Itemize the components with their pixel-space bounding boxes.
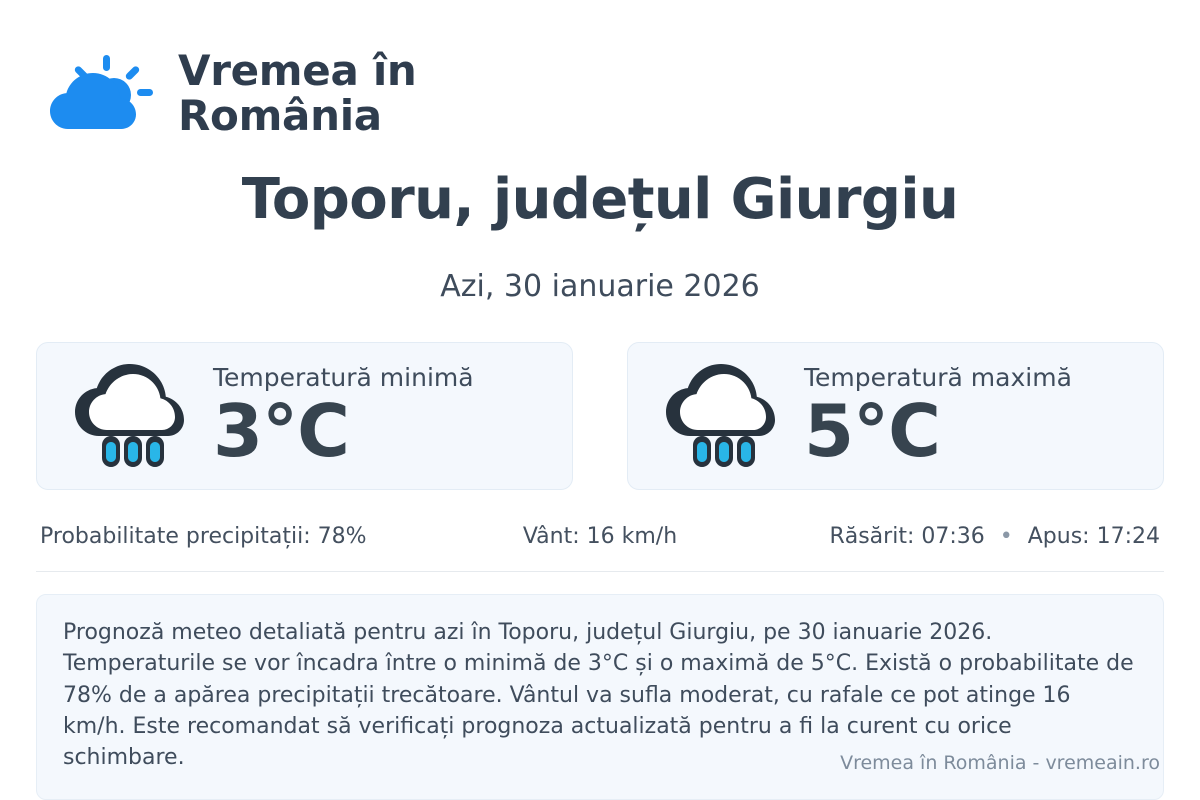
stat-sunset: Apus: 17:24 (1027, 524, 1160, 550)
rain-cloud-icon (654, 360, 784, 472)
footer-text: Vremea în România - vremeain.ro (840, 752, 1160, 774)
brand-header (36, 0, 1164, 139)
page-date: Azi, 30 ianuarie 2026 (440, 269, 760, 305)
brand-name (178, 48, 417, 139)
sun-cloud-icon (40, 51, 156, 135)
stats-row (36, 524, 1164, 572)
rain-cloud-icon (63, 360, 193, 472)
stat-sunrise: Răsărit: 07:36 (829, 524, 985, 550)
stat-precipitation: Probabilitate precipitații: 78% (40, 524, 367, 550)
card-max-value: 5°C (804, 388, 940, 473)
stat-separator: • (999, 524, 1013, 550)
card-min-temperature (36, 342, 573, 490)
forecast-description: Prognoză meteo detaliată pentru azi în Toporu, județul Giurgiu, pe 30 ianuarie 2026. Temperaturile se vor încadra între o minimă de 3°C și o maximă de 5°C. Există o probabilitate de 78% de a apărea precipitații trecătoare. Vântul va sufla moderat, cu rafale ce pot atinge 16 km/h. Este recomandat să verificați prognoza actualizată pentru a fi la curent cu orice schimbare. (36, 594, 1164, 800)
stat-sun (787, 524, 1160, 549)
stat-wind: Vânt: 16 km/h (522, 524, 678, 550)
brand-name-line1: Vremea în (178, 46, 417, 95)
temperature-cards (36, 342, 1164, 490)
card-min-body (213, 362, 474, 473)
card-max-body (804, 362, 1072, 473)
card-min-label: Temperatură minimă (213, 362, 474, 392)
brand-name-line2: România (178, 91, 382, 141)
card-min-value: 3°C (213, 388, 349, 473)
card-max-label: Temperatură maximă (804, 362, 1072, 392)
page-title: Toporu, județul Giurgiu (241, 166, 959, 232)
card-max-temperature (627, 342, 1164, 490)
